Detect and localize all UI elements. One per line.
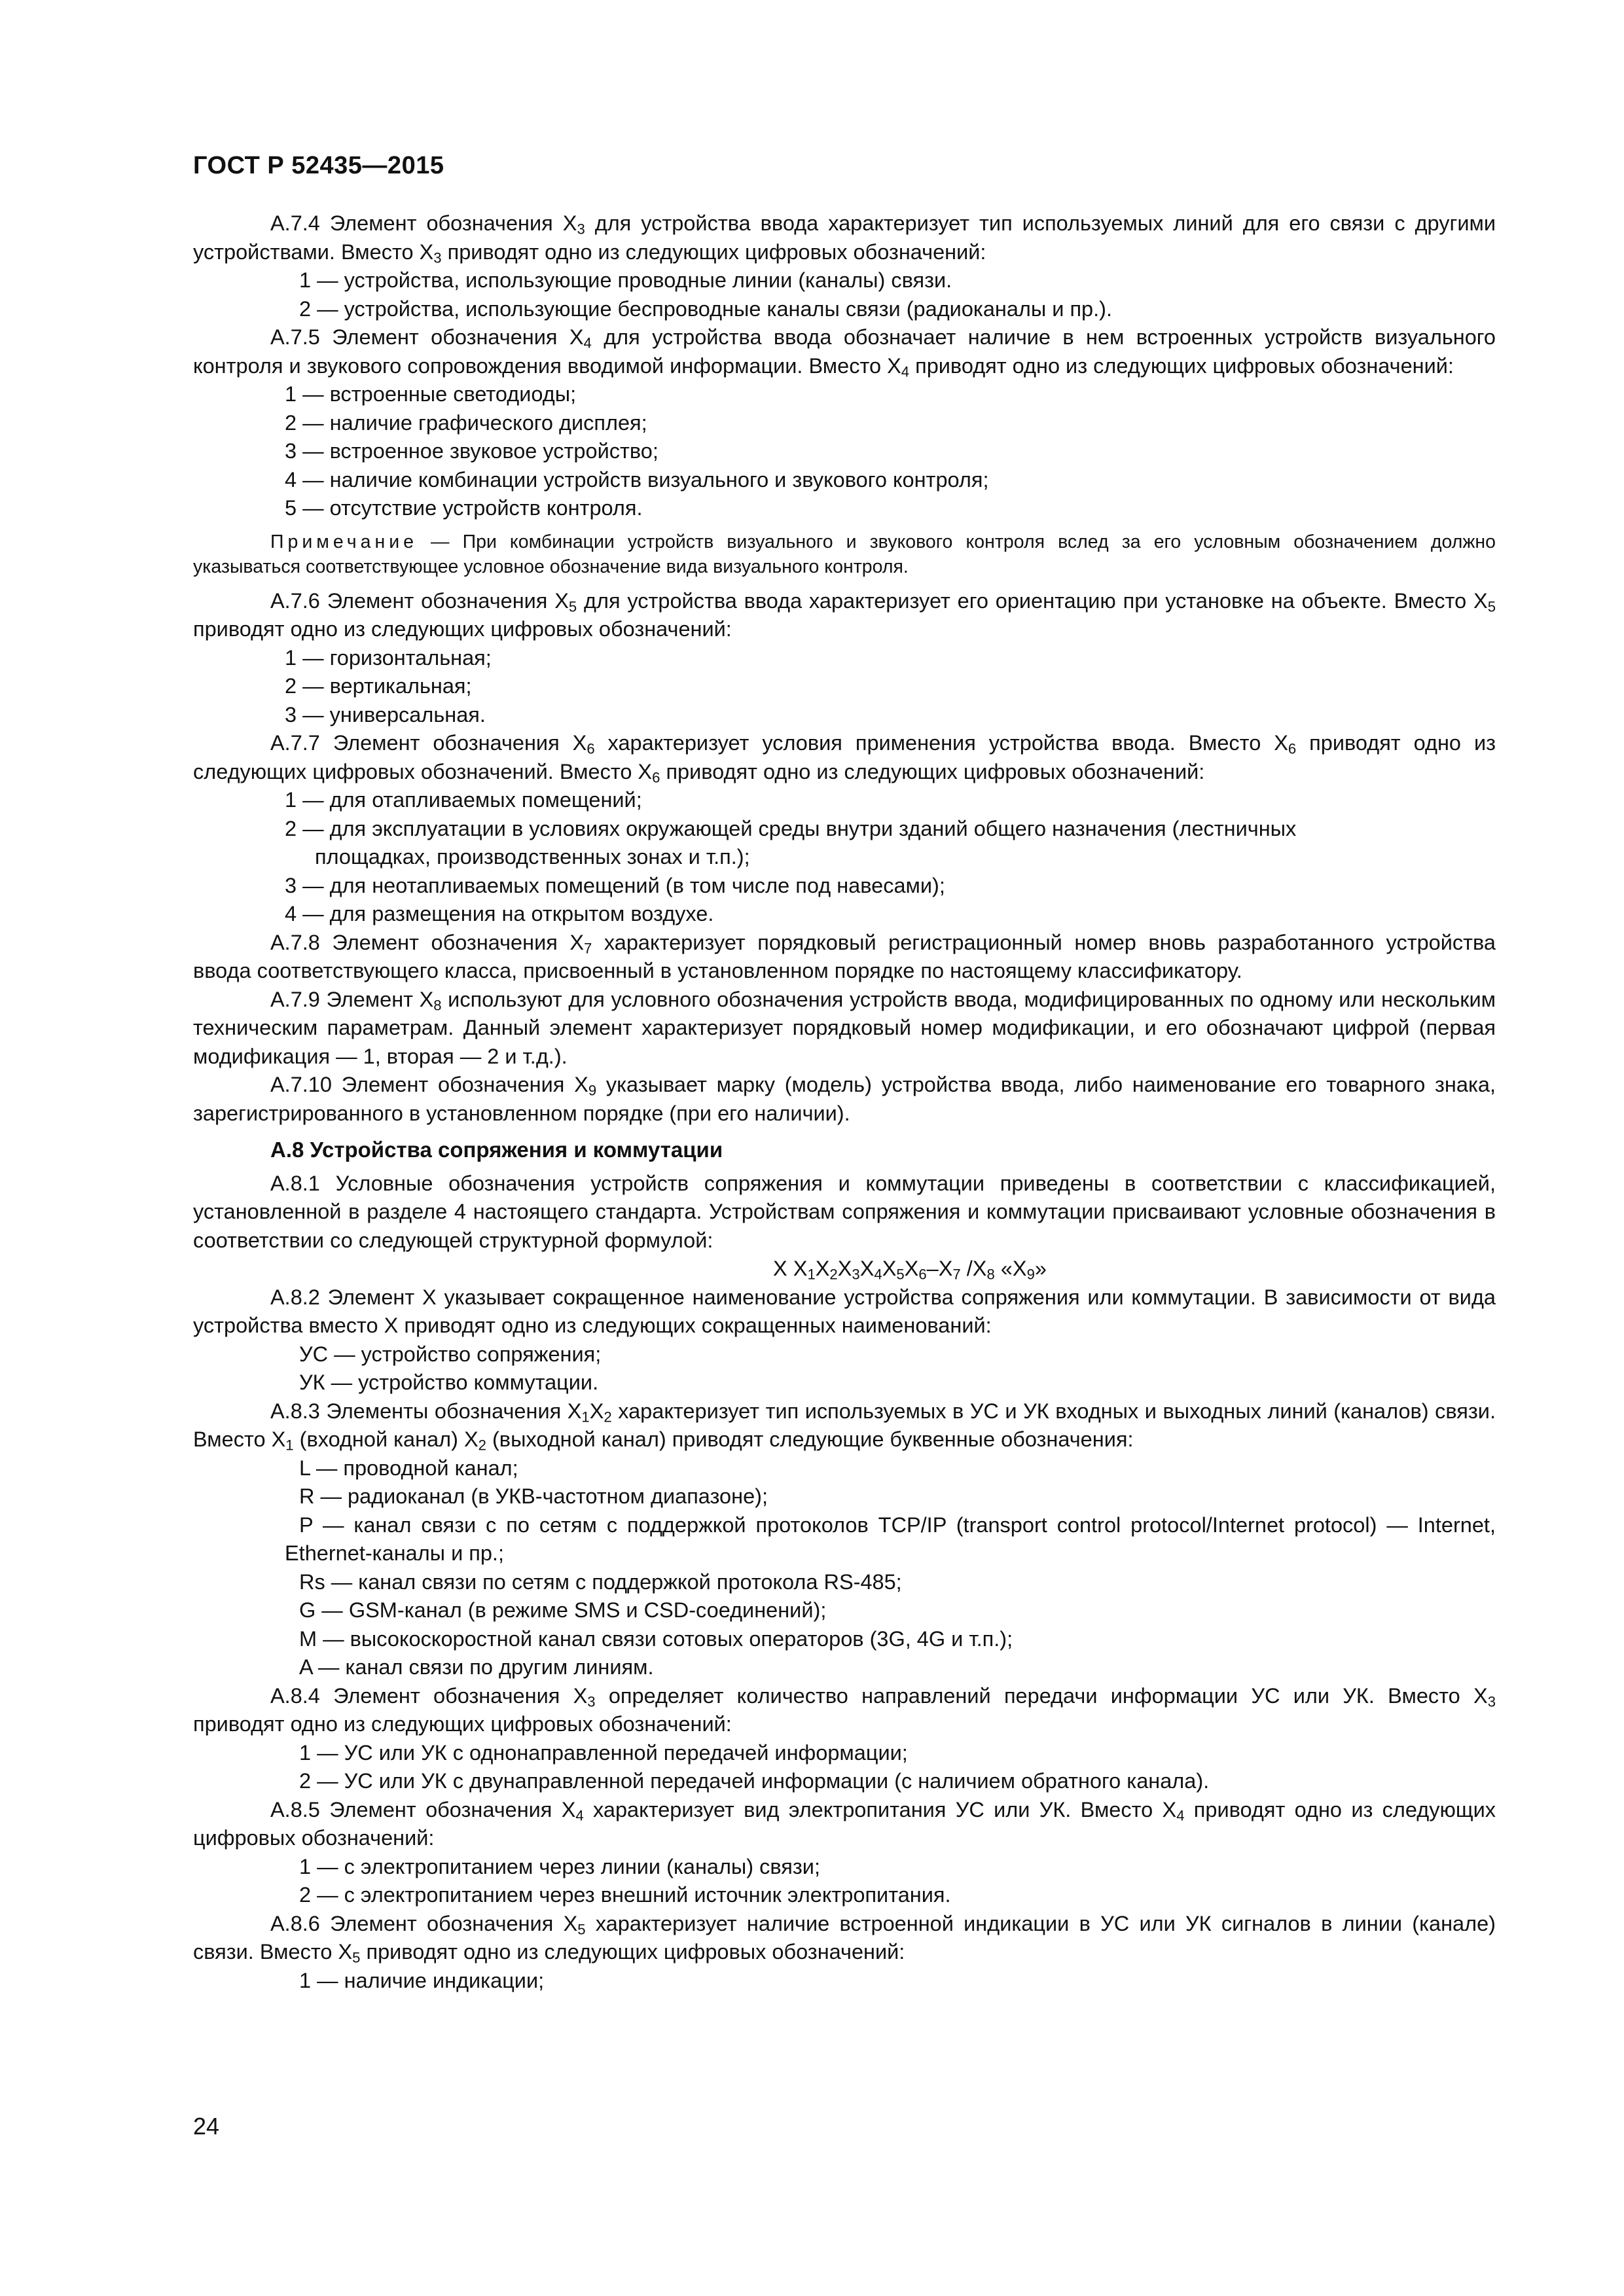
paragraph-a75: А.7.5 Элемент обозначения $X_4$ для устройства ввода обозначает наличие в нем встроенных устройств визуального контроля и звукового сопровождения вводимой информации. Вместо $X_4$ приводят одно из следующих цифровых обозначений: <box>193 325 1496 380</box>
list-item: 3 — универсальная. <box>285 702 486 726</box>
list-item: M — высокоскоростной канал связи сотовых операторов (3G, 4G и т.п.); <box>299 1626 1013 1651</box>
list-item: 2 — с электропитанием через внешний источник электропитания. <box>299 1883 951 1907</box>
document-body <box>193 209 1496 1995</box>
list-item: УК — устройство коммутации. <box>299 1371 599 1394</box>
list-item: 2 — наличие графического дисплея; <box>285 410 647 435</box>
paragraph-a710: А.7.10 Элемент обозначения $X_9$ указывает марку (модель) устройства ввода, либо наименование его товарного знака, зарегистрированного в установленном порядке (при его наличии). <box>193 1073 1496 1125</box>
paragraph-a84: А.8.4 Элемент обозначения $X_3$ определяет количество направлений передачи информации УС или УК. Вместо $X_3$ приводят одно из следующих цифровых обозначений: <box>193 1683 1496 1736</box>
list-item: 1 — УС или УК с однонаправленной передачей информации; <box>299 1740 908 1765</box>
paragraph-a85: А.8.5 Элемент обозначения $X_4$ характеризует вид электропитания УС или УК. Вместо $X_4$ приводят одно из следующих цифровых обозначений: <box>193 1797 1496 1850</box>
paragraph-a81: А.8.1 Условные обозначения устройств сопряжения и коммутации приведены в соответствии с классификацией, установленной в разделе 4 настоящего стандарта. Устройствам сопряжения и коммутации присваивают условные обозначения в соответствии со следующей структурной формулой: <box>193 1171 1496 1252</box>
list-item: 1 — с электропитанием через линии (каналы) связи; <box>299 1854 820 1878</box>
list-item: 3 — для неотапливаемых помещений (в том числе под навесами); <box>285 873 945 897</box>
paragraph-a83: А.8.3 Элементы обозначения $X_1X_2$ характеризует тип используемых в УС и УК входных и выходных линий (каналов) связи. Вместо $X_1$ (входной канал) $X_2$ (выходной канал) приводят следующие буквенные обозначения: <box>193 1399 1496 1454</box>
list-item: A — канал связи по другим линиям. <box>299 1655 654 1679</box>
paragraph-a79: А.7.9 Элемент $X_8$ используют для условного обозначения устройств ввода, модифицированных по одному или нескольким техническим параметрам. Данный элемент характеризует порядковый номер модификации, и его обозначают цифрой (первая модификация — 1, вторая — 2 и т.д.). <box>193 987 1496 1068</box>
list-item: Rs — канал связи по сетям с поддержкой протокола RS-485; <box>299 1570 902 1594</box>
list-item-continuation: площадках, производственных зонах и т.п.); <box>315 845 750 869</box>
paragraph-a78: А.7.8 Элемент обозначения $X_7$ характеризует порядковый регистрационный номер вновь разработанного устройства ввода соответствующего класса, присвоенный в установленном порядке по настоящему классификатору. <box>193 930 1496 982</box>
note-paragraph <box>193 529 1496 579</box>
list-item: R — радиоканал (в УКВ-частотном диапазоне); <box>299 1484 768 1508</box>
section-heading-a8: А.8 Устройства сопряжения и коммутации <box>270 1138 723 1162</box>
page-header-title: ГОСТ Р 52435—2015 <box>193 152 444 179</box>
list-item: УС — устройство сопряжения; <box>299 1342 602 1366</box>
note-label: Примечание <box>270 531 418 552</box>
list-item: 2 — устройства, использующие беспроводные каналы связи (радиоканалы и пр.). <box>299 296 1113 321</box>
list-item: 2 — вертикальная; <box>285 674 472 698</box>
list-item: G — GSM-канал (в режиме SMS и CSD-соединений); <box>299 1598 827 1622</box>
list-item: 1 — для отапливаемых помещений; <box>285 788 642 812</box>
note-text: — При комбинации устройств визуального и звукового контроля вслед за его условным обозначением должно указываться соответствующее условное обозначение вида визуального контроля. <box>193 531 1496 577</box>
list-item: P — канал связи с по сетям с поддержкой протоколов TCP/IP (transport control protocol/Internet protocol) — Internet, Ethernet-каналы и пр.; <box>285 1513 1496 1565</box>
list-item: L — проводной канал; <box>299 1456 518 1480</box>
paragraph-a82: А.8.2 Элемент X указывает сокращенное наименование устройства сопряжения или коммутации. В зависимости от вида устройства вместо X приводят одно из следующих сокращенных наименований: <box>193 1285 1496 1337</box>
paragraph-a86: А.8.6 Элемент обозначения $X_5$ характеризует наличие встроенной индикации в УС или УК сигналов в линии (канале) связи. Вместо $X_5$ приводят одно из следующих цифровых обозначений: <box>193 1911 1496 1966</box>
list-item: 1 — устройства, использующие проводные линии (каналы) связи. <box>299 268 952 292</box>
list-item: 1 — встроенные светодиоды; <box>285 382 577 406</box>
list-item: 1 — горизонтальная; <box>285 645 492 670</box>
page-number: 24 <box>193 2113 220 2140</box>
list-item: 5 — отсутствие устройств контроля. <box>285 496 643 520</box>
list-item: 2 — УС или УК с двунаправленной передачей информации (с наличием обратного канала). <box>299 1769 1210 1793</box>
list-item: 3 — встроенное звуковое устройство; <box>285 439 659 463</box>
list-item: 1 — наличие индикации; <box>299 1968 545 1992</box>
paragraph-a74: А.7.4 Элемент обозначения $X_3$ для устройства ввода характеризует тип используемых линий для его связи с другими устройствами. Вместо $X_3$ приводят одно из следующих цифровых обозначений: <box>193 211 1496 266</box>
list-item: 2 — для эксплуатации в условиях окружающей среды внутри зданий общего назначения (лестничных <box>285 816 1297 840</box>
list-item: 4 — наличие комбинации устройств визуального и звукового контроля; <box>285 467 989 492</box>
list-item: 4 — для размещения на открытом воздухе. <box>285 902 714 925</box>
paragraph-a77: А.7.7 Элемент обозначения $X_6$ характеризует условия применения устройства ввода. Вместо $X_6$ приводят одно из следующих цифровых обозначений. Вместо $X_6$ приводят одно из следующих цифровых обозначений: <box>193 731 1496 786</box>
structural-formula: X $X_1X_2X_3X_4X_5X_6-X_7$ $/X_8$ «$X_9$» <box>773 1257 1047 1283</box>
paragraph-a76: А.7.6 Элемент обозначения $X_5$ для устройства ввода характеризует его ориентацию при установке на объекте. Вместо $X_5$ приводят одно из следующих цифровых обозначений: <box>193 588 1496 641</box>
